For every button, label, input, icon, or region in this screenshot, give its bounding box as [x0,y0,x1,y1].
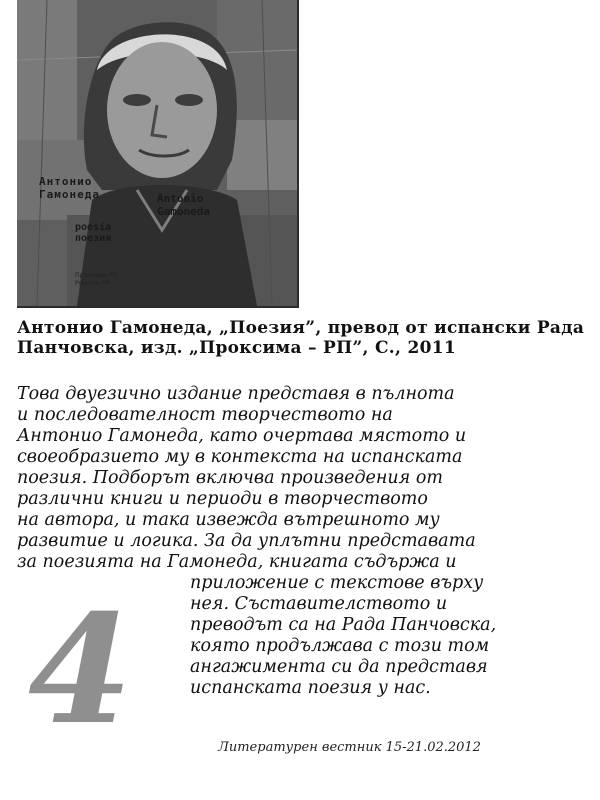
body-line: която продължава с този том [190,636,490,656]
source-citation: Литературен вестник 15-21.02.2012 [218,740,481,755]
body-line: ангажимента си да представя [190,657,488,677]
cover-author-es: Antonio Gamoneda [157,192,210,218]
body-line: приложение с текстове върху [190,573,484,593]
body-line: Това двуезично издание представя в пълнота [17,384,455,404]
cover-author-bg: Антонио Гамонеда [39,175,100,201]
body-line: за поезията на Гамонеда, книгата съдържа и [17,552,457,572]
body-line: развитие и логика. За да уплътни представата [17,531,476,551]
body-line: поезия. Подборът включва произведения от [17,468,443,488]
body-line: испанската поезия у нас. [190,678,431,698]
book-cover-image [17,0,299,308]
body-line: на автора, и така извежда вътрешното му [17,510,440,530]
cover-publisher: Проксима–РП Proxima–RP [75,272,118,287]
body-line: нея. Съставителството и [190,594,448,614]
page-number: 4 [28,582,133,758]
body-line: Антонио Гамонеда, като очертава мястото и [17,426,467,446]
article-heading: Антонио Гамонеда, „Поезия”, превод от испански Рада Панчовска, изд. „Проксима – РП”, С., 2011 [17,318,585,358]
cover-title: poesía поезия [75,222,112,244]
body-line: и последователност творчеството на [17,405,393,425]
body-line: преводът са на Рада Панчовска, [190,615,497,635]
body-line: своеобразието му в контекста на испанската [17,447,463,467]
cover-artwork [17,0,297,306]
body-line: различни книги и периоди в творчеството [17,489,428,509]
